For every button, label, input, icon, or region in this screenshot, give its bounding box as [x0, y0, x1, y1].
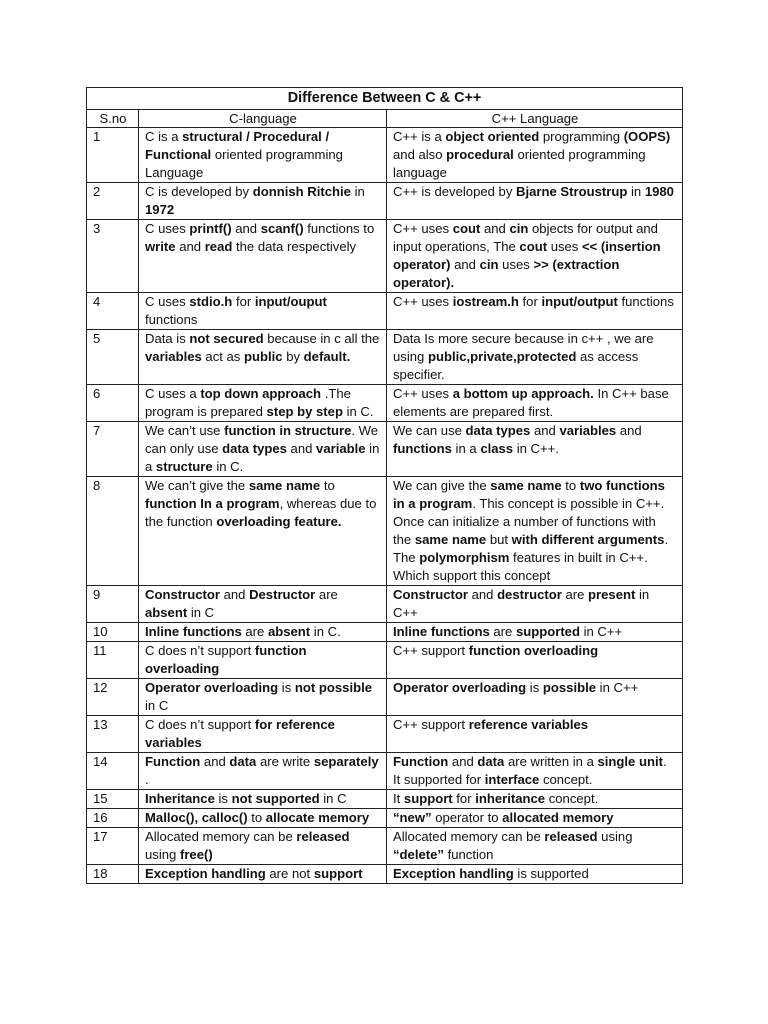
row-c-language	[139, 183, 387, 220]
row-cpp-language	[387, 679, 683, 716]
row-sno: 11	[87, 642, 139, 679]
plain-text: C uses a	[145, 386, 201, 401]
bold-text: Constructor	[145, 587, 220, 602]
plain-text: is supported	[513, 866, 589, 881]
plain-text: are	[489, 624, 516, 639]
bold-text: donnish Ritchie	[252, 184, 351, 199]
plain-text: C uses	[145, 294, 190, 309]
bold-text: Destructor	[249, 587, 316, 602]
title-row	[87, 88, 683, 110]
plain-text: in a	[145, 441, 380, 474]
bold-text: structural / Procedural / Functional	[145, 129, 330, 162]
plain-text: in C.	[342, 404, 374, 419]
plain-text: in C	[145, 698, 169, 713]
table-row	[87, 753, 683, 790]
bold-text: polymorphism	[419, 550, 510, 565]
plain-text: Allocated memory can be	[393, 829, 545, 844]
row-c-language	[139, 128, 387, 183]
header-c-language: C-language	[139, 110, 387, 128]
row-c-language	[139, 716, 387, 753]
row-c-language	[139, 790, 387, 809]
plain-text: by	[282, 349, 304, 364]
bold-text: scanf()	[260, 221, 304, 236]
plain-text: is	[214, 791, 232, 806]
plain-text: C++ support	[393, 643, 469, 658]
bold-text: iostream.h	[452, 294, 519, 309]
table-title: Difference Between C & C++	[87, 88, 683, 110]
row-cpp-language	[387, 586, 683, 623]
bold-text: possible	[542, 680, 597, 695]
plain-text: in C	[319, 791, 347, 806]
plain-text: in C++	[393, 587, 650, 620]
bold-text: supported	[515, 624, 580, 639]
table-row	[87, 422, 683, 477]
plain-text: in C++	[596, 680, 639, 695]
bold-text: separately	[313, 754, 379, 769]
bold-text: procedural	[446, 147, 514, 162]
plain-text: in a	[451, 441, 481, 456]
plain-text: and	[219, 587, 250, 602]
bold-text: cin	[509, 221, 529, 236]
plain-text: oriented programming Language	[145, 147, 343, 180]
plain-text: uses	[498, 257, 534, 272]
plain-text: We can give the	[393, 478, 491, 493]
row-cpp-language	[387, 828, 683, 865]
plain-text: are not	[265, 866, 314, 881]
bold-text: 1972	[145, 202, 175, 217]
bold-text: Inline functions	[145, 624, 242, 639]
row-cpp-language	[387, 623, 683, 642]
row-cpp-language	[387, 753, 683, 790]
plain-text: C++ uses	[393, 221, 453, 236]
plain-text: using	[597, 829, 633, 844]
plain-text: C does n’t support	[145, 643, 255, 658]
bold-text: Operator overloading	[393, 680, 527, 695]
row-cpp-language	[387, 865, 683, 884]
bold-text: released	[296, 829, 350, 844]
plain-text: operator to	[431, 810, 503, 825]
bold-text: not secured	[189, 331, 264, 346]
header-sno: S.no	[87, 110, 139, 128]
row-c-language	[139, 865, 387, 884]
bold-text: (OOPS)	[623, 129, 671, 144]
header-row	[87, 110, 683, 128]
bold-text: support	[403, 791, 453, 806]
plain-text: function	[443, 847, 494, 862]
bold-text: object oriented	[445, 129, 540, 144]
plain-text: Allocated memory can be	[145, 829, 297, 844]
table-row	[87, 385, 683, 422]
plain-text: in	[350, 184, 365, 199]
bold-text: Constructor	[393, 587, 468, 602]
bold-text: cout	[519, 239, 548, 254]
row-sno: 14	[87, 753, 139, 790]
bold-text: data	[229, 754, 257, 769]
plain-text: C does n’t support	[145, 717, 255, 732]
bold-text: free()	[179, 847, 213, 862]
row-sno: 5	[87, 330, 139, 385]
bold-text: with different arguments	[511, 532, 665, 547]
table-body	[87, 128, 683, 884]
row-cpp-language	[387, 330, 683, 385]
bold-text: variables	[145, 349, 202, 364]
table-row	[87, 642, 683, 679]
plain-text: in C++.	[513, 441, 559, 456]
row-cpp-language	[387, 809, 683, 828]
row-cpp-language	[387, 293, 683, 330]
plain-text: and	[480, 221, 510, 236]
bold-text: released	[544, 829, 598, 844]
plain-text: because in c all the	[263, 331, 380, 346]
plain-text: In C++ base elements are prepared first.	[393, 386, 669, 419]
bold-text: function In a program	[145, 496, 280, 511]
plain-text: concept.	[539, 772, 593, 787]
plain-text: act as	[201, 349, 244, 364]
table-row	[87, 716, 683, 753]
row-c-language	[139, 330, 387, 385]
header-cpp-language: C++ Language	[387, 110, 683, 128]
bold-text: >> (extraction operator).	[393, 257, 620, 290]
row-cpp-language	[387, 477, 683, 586]
plain-text: and also	[393, 147, 447, 162]
row-cpp-language	[387, 642, 683, 679]
row-sno: 4	[87, 293, 139, 330]
row-c-language	[139, 422, 387, 477]
bold-text: input/output	[541, 294, 618, 309]
bold-text: top down approach	[200, 386, 322, 401]
row-c-language	[139, 623, 387, 642]
bold-text: data	[477, 754, 505, 769]
plain-text: Data is	[145, 331, 190, 346]
bold-text: Function	[145, 754, 201, 769]
plain-text: for	[518, 294, 542, 309]
plain-text: . It supported for	[393, 754, 667, 787]
bold-text: function in structure	[224, 423, 352, 438]
bold-text: Inline functions	[393, 624, 490, 639]
row-c-language	[139, 809, 387, 828]
row-c-language	[139, 753, 387, 790]
plain-text: . We can only use	[145, 423, 379, 456]
plain-text: C++ is a	[393, 129, 446, 144]
bold-text: Exception handling	[145, 866, 266, 881]
bold-text: 1980	[644, 184, 674, 199]
bold-text: function overloading	[468, 643, 599, 658]
table-row	[87, 220, 683, 293]
bold-text: << (insertion operator)	[393, 239, 661, 272]
bold-text: same name	[414, 532, 487, 547]
row-cpp-language	[387, 716, 683, 753]
plain-text: , whereas due to the function	[145, 496, 377, 529]
plain-text: to	[320, 478, 335, 493]
plain-text: C++ is developed by	[393, 184, 517, 199]
table-row	[87, 623, 683, 642]
plain-text: Data Is more secure because in c++ , we are using	[393, 331, 654, 364]
plain-text: We can’t use	[145, 423, 225, 438]
plain-text: as access specifier.	[393, 349, 639, 382]
plain-text: is	[526, 680, 543, 695]
plain-text: functions to	[303, 221, 375, 236]
plain-text: features in built in C++. Which support this concept	[393, 550, 648, 583]
plain-text: to	[247, 810, 266, 825]
bold-text: “delete”	[393, 847, 444, 862]
bold-text: Operator overloading	[145, 680, 279, 695]
plain-text: programming	[539, 129, 624, 144]
row-sno: 1	[87, 128, 139, 183]
bold-text: inheritance	[475, 791, 546, 806]
table-row	[87, 586, 683, 623]
bold-text: not supported	[231, 791, 320, 806]
row-c-language	[139, 220, 387, 293]
bold-text: two functions in a program	[393, 478, 665, 511]
row-c-language	[139, 477, 387, 586]
bold-text: public,private,protected	[427, 349, 577, 364]
plain-text: in C.	[212, 459, 244, 474]
plain-text: in C.	[310, 624, 341, 639]
bold-text: function overloading	[145, 643, 307, 676]
bold-text: step by step	[266, 404, 343, 419]
plain-text: and	[530, 423, 560, 438]
plain-text: and	[448, 754, 478, 769]
plain-text: are	[315, 587, 338, 602]
plain-text: .The program is prepared	[145, 386, 351, 419]
plain-text: C++ support	[393, 717, 469, 732]
row-c-language	[139, 586, 387, 623]
row-c-language	[139, 642, 387, 679]
plain-text: . This concept is possible in C++. Once can initialize a number of functions with the	[393, 496, 665, 547]
plain-text: C++ uses	[393, 386, 453, 401]
plain-text: using	[145, 847, 180, 862]
bold-text: not possible	[294, 680, 373, 695]
row-cpp-language	[387, 385, 683, 422]
bold-text: variables	[559, 423, 617, 438]
bold-text: cin	[479, 257, 499, 272]
row-sno: 7	[87, 422, 139, 477]
row-c-language	[139, 385, 387, 422]
bold-text: allocate memory	[265, 810, 370, 825]
bold-text: “new”	[393, 810, 432, 825]
row-sno: 18	[87, 865, 139, 884]
plain-text: but	[486, 532, 512, 547]
bold-text: interface	[484, 772, 540, 787]
bold-text: Bjarne Stroustrup	[516, 184, 628, 199]
bold-text: allocated memory	[502, 810, 614, 825]
comparison-table	[86, 87, 683, 884]
table-row	[87, 477, 683, 586]
bold-text: structure	[155, 459, 213, 474]
row-sno: 17	[87, 828, 139, 865]
bold-text: public	[244, 349, 283, 364]
plain-text: functions	[617, 294, 674, 309]
bold-text: default.	[303, 349, 351, 364]
row-sno: 10	[87, 623, 139, 642]
plain-text: and	[450, 257, 480, 272]
plain-text: and	[175, 239, 205, 254]
bold-text: Exception handling	[393, 866, 514, 881]
table-row	[87, 790, 683, 809]
table-row	[87, 293, 683, 330]
bold-text: absent	[267, 624, 311, 639]
plain-text: and	[200, 754, 230, 769]
bold-text: single unit	[597, 754, 663, 769]
bold-text: present	[588, 587, 636, 602]
plain-text: and	[467, 587, 498, 602]
row-sno: 15	[87, 790, 139, 809]
row-sno: 9	[87, 586, 139, 623]
plain-text: and	[286, 441, 317, 456]
bold-text: variable	[316, 441, 366, 456]
bold-text: functions	[393, 441, 452, 456]
bold-text: cout	[452, 221, 481, 236]
bold-text: input/ouput	[254, 294, 327, 309]
row-cpp-language	[387, 790, 683, 809]
plain-text: in	[627, 184, 645, 199]
plain-text: concept.	[545, 791, 599, 806]
bold-text: stdio.h	[189, 294, 233, 309]
bold-text: for reference variables	[145, 717, 335, 750]
plain-text: and	[616, 423, 642, 438]
table-row	[87, 828, 683, 865]
plain-text: oriented programming language	[393, 147, 646, 180]
row-sno: 8	[87, 477, 139, 586]
row-cpp-language	[387, 422, 683, 477]
plain-text: are written in a	[504, 754, 598, 769]
plain-text: C is developed by	[145, 184, 253, 199]
bold-text: write	[145, 239, 176, 254]
plain-text: are	[241, 624, 268, 639]
plain-text: It	[393, 791, 404, 806]
plain-text: in C	[187, 605, 215, 620]
plain-text: We can use	[393, 423, 466, 438]
bold-text: overloading feature.	[216, 514, 342, 529]
row-sno: 2	[87, 183, 139, 220]
bold-text: support	[313, 866, 363, 881]
table-row	[87, 809, 683, 828]
bold-text: data types	[222, 441, 287, 456]
bold-text: absent	[145, 605, 188, 620]
row-c-language	[139, 679, 387, 716]
plain-text: for	[452, 791, 476, 806]
plain-text: and	[231, 221, 261, 236]
table-row	[87, 183, 683, 220]
plain-text: the data respectively	[232, 239, 357, 254]
plain-text: objects for output and input operations, The	[393, 221, 658, 254]
plain-text: .	[145, 772, 149, 787]
row-cpp-language	[387, 128, 683, 183]
row-sno: 16	[87, 809, 139, 828]
plain-text: . The	[393, 532, 669, 565]
table-row	[87, 128, 683, 183]
bold-text: destructor	[497, 587, 562, 602]
plain-text: to	[561, 478, 580, 493]
table-row	[87, 865, 683, 884]
plain-text: are	[561, 587, 589, 602]
plain-text: We can’t give the	[145, 478, 249, 493]
plain-text: functions	[145, 312, 198, 327]
plain-text: for	[232, 294, 255, 309]
bold-text: reference variables	[468, 717, 589, 732]
bold-text: same name	[490, 478, 562, 493]
bold-text: Inheritance	[145, 791, 215, 806]
bold-text: read	[204, 239, 233, 254]
plain-text: is	[278, 680, 295, 695]
row-sno: 3	[87, 220, 139, 293]
plain-text: C is a	[145, 129, 183, 144]
row-sno: 13	[87, 716, 139, 753]
plain-text: are write	[256, 754, 314, 769]
bold-text: a bottom up approach.	[452, 386, 594, 401]
bold-text: Function	[393, 754, 449, 769]
bold-text: same name	[248, 478, 321, 493]
row-cpp-language	[387, 183, 683, 220]
row-c-language	[139, 293, 387, 330]
plain-text: uses	[547, 239, 582, 254]
table-row	[87, 330, 683, 385]
bold-text: Malloc(), calloc()	[145, 810, 248, 825]
plain-text: C++ uses	[393, 294, 453, 309]
plain-text: C uses	[145, 221, 190, 236]
bold-text: class	[480, 441, 514, 456]
row-sno: 12	[87, 679, 139, 716]
row-c-language	[139, 828, 387, 865]
plain-text: in C++	[579, 624, 623, 639]
row-sno: 6	[87, 385, 139, 422]
row-cpp-language	[387, 220, 683, 293]
bold-text: data types	[465, 423, 531, 438]
bold-text: printf()	[189, 221, 232, 236]
table-row	[87, 679, 683, 716]
